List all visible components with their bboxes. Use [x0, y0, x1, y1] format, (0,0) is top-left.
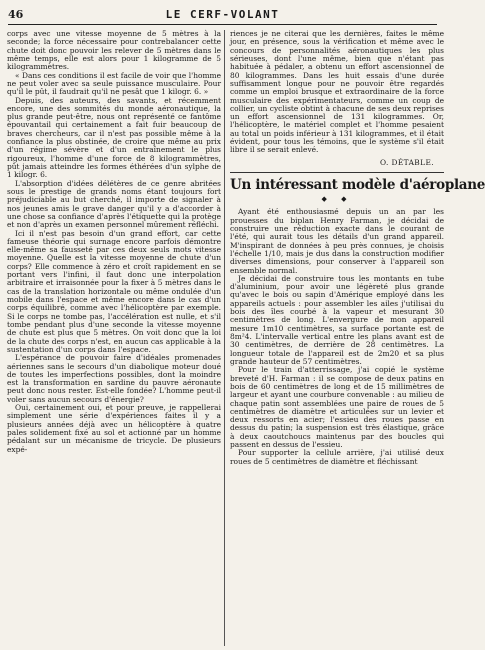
left-column	[7, 30, 221, 646]
page-header	[8, 6, 437, 25]
paragraph: Oui, certainement oui, et pour preuve, je rappellerai simplement une série d'expériences faites il y a plusieurs années déjà avec un hélicoptère à quatre pales solidement fixé au sol et actionné par un homme pédalant sur un mécanisme de tricycle. De plusieurs expé-	[7, 403, 221, 454]
article-title: Un intéressant modèle d'aéroplane	[230, 177, 485, 193]
paragraph: L'espérance de pouvoir faire d'idéales promenades aériennes sans le secours d'un diabolique moteur doué de toutes les imperfections possibles, dont la moindre est la transformation en sardine du pauvre aéronaute peut donc nous rester. Est-elle fondée? L'homme peut-il voler sans aucun secours d'énergie?	[7, 353, 221, 404]
right-column	[230, 29, 485, 646]
paragraph: Depuis, des auteurs, des savants, et récemment encore, une des sommités du monde aéronautique, la plus grande peut-être, nous ont représenté ce fantôme épouvantail qui certainement a fait fuir beaucoup de braves chercheurs, car il n'est pas possible même à la confiance la plus obstinée, de croire que même au prix d'un régime sévère et d'un entraînement le plus rigoureux, l'homme d'une force de 8 kilogrammètres, pût jamais atteindre les formes éthérées d'un sylphe de 1 kilogr. 6.	[7, 95, 221, 180]
page-number: 46	[8, 8, 24, 21]
paragraph: Je décidai de construire tous les montants en tube d'aluminium, pour avoir une légèreté plus grande qu'avec le bois ou sapin d'Amérique employé dans les appareils actuels : pour assembler les ailes j'utilisai du bois des îles courbé à la vapeur et mesurant 30 centimètres de long. L'envergure de mon appareil mesure 1m10 centimètres, sa surface portante est de 8m²4. L'intervalle vertical entre les plans avant est de 30 centimètres, de derrière de 28 centimètres. La longueur totale de l'appareil est de 2m20 et sa plus grande hauteur de 57 centimètres.	[230, 273, 444, 366]
paragraph: corps avec une vitesse moyenne de 5 mètres à la seconde; la force nécessaire pour contrebalancer cette chute doit donc pouvoir les relever de 5 mètres dans le même temps, elle est alors pour 1 kilogramme de 5 kilogrammètres.	[7, 29, 221, 72]
ornament-diamonds: ◆ ◆	[321, 195, 353, 203]
article-separator	[230, 172, 444, 173]
paragraph: riences je ne citerai que les dernières, faites le même jour, en présence, sous la vérification et même avec le concours de personnalités aéronautiques les plus sérieuses, dont l'une même, bien que n'étant pas habituée à pédaler, a obtenu un effort ascensionnel de 80 kilogrammes. Dans les huit essais d'une durée suffisamment longue pour ne pouvoir être regardés comme un emploi brusque et extraordinaire de la force musculaire des expérimentateurs, comme un coup de collier, un cycliste obtint à chacune de ses deux reprises un effort ascensionnel de 131 kilogrammes. Or, l'hélicoptère, le matériel complet et l'homme pesaient au total un poids inférieur à 131 kilogrammes, et il était évident, pour tous les témoins, que le système s'il était libre il se serait enlevé.	[230, 29, 444, 155]
paragraph: Pour le train d'atterrissage, j'ai copié le système breveté d'H. Farman : il se compose de deux patins en bois de 60 centimètres de long et de 15 millimètres de largeur et ayant une courbure convenable : au milieu de chaque patin sont assemblées une paire de roues de 5 centimètres de diamètre et articulées sur un levier et deux ressorts en acier; l'essieu des roues passe en dessus du patin; la suspension est très élastique, grâce à deux caoutchoucs maintenus par des boucles qui passent en dessus de l'essieu.	[230, 365, 444, 450]
paragraph: Ayant été enthousiasmé depuis un an par les prouesses du biplan Henry Farman, je décidai de construire une réduction exacte dans le courant de l'été, qui aurait tous les détails d'un grand appareil. M'inspirant de données à peu près connues, je choisis l'échelle 1/10, mais je dus dans la construction modifier diverses dimensions, pour conserver à l'appareil son ensemble normal.	[230, 207, 444, 275]
paragraph: L'absorption d'idées délétères de ce genre abritées sous le prestige de grands noms étant toujours fort préjudiciable au but cherché, il importe de signaler à nos jeunes amis le grave danger qu'il y a d'accorder à une chose sa confiance d'après l'étiquette qui la protège et non d'après un examen personnel mûrement réfléchi.	[7, 178, 221, 230]
paragraph: Ici il n'est pas besoin d'un grand effort, car cette fameuse théorie qui surnage encore parfois démontre elle-même sa fausseté par ces deux seuls mots vitesse moyenne. Quelle est la vitesse moyenne de chute d'un corps? Elle commence à zéro et croît rapidement en se portant vers l'infini, il faut donc une interpolation arbitraire et irraisonnée pour la fixer à 5 mètres dans le cas de la translation horizontale ou même ondulée d'un mobile dans l'espace et même encore dans le cas d'un corps équilibré, comme avec l'hélicoptère par exemple. Si le corps ne tombe pas, l'accélération est nulle, et s'il tombe pendant plus d'une seconde la vitesse moyenne de chute est plus que 5 mètres. On voit donc que la loi de la chute des corps n'est, en aucun cas applicable à la sustentation d'un corps dans l'espace.	[7, 228, 221, 354]
paragraph: « Dans ces conditions il est facile de voir que l'homme ne peut voler avec sa seule puissance musculaire. Pour qu'il le pût, il faudrait qu'il ne pesât que 1 kilogr. 6. »	[7, 70, 221, 97]
author-signature: O. DÉTABLE.	[380, 157, 434, 167]
column-divider	[224, 30, 225, 646]
paragraph: Pour supporter la cellule arrière, j'ai utilisé deux roues de 5 centimètres de diamètre et fléchissant	[230, 448, 444, 466]
journal-title: LE CERF-VOLANT	[165, 8, 280, 21]
